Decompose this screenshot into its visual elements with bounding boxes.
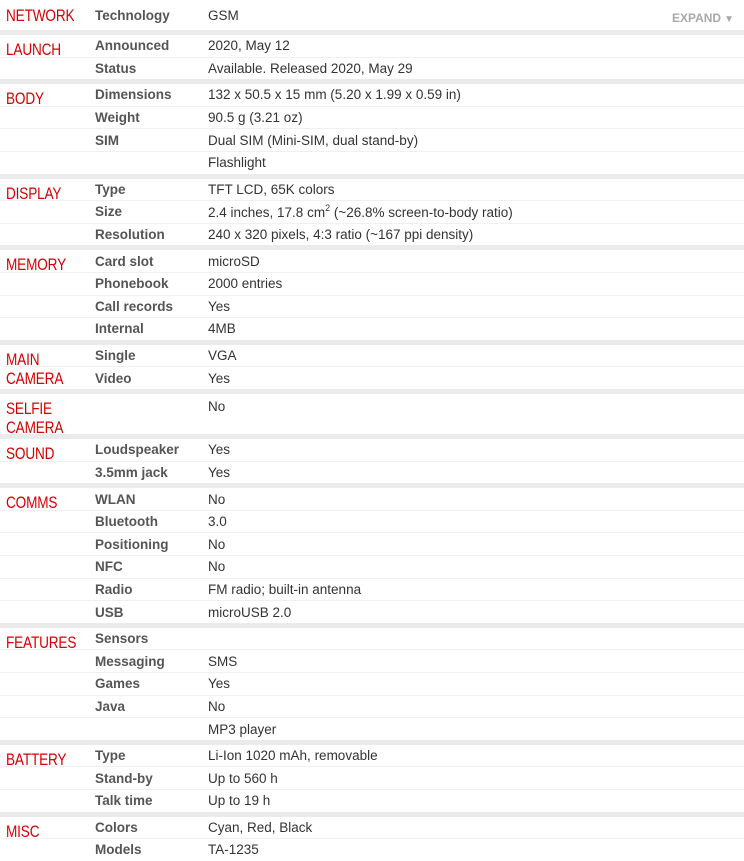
spec-value-text: Flashlight [208,155,266,171]
spec-value [208,399,225,414]
section-category[interactable]: MISC [6,821,40,841]
spec-value [208,676,230,691]
spec-row [0,179,744,202]
spec-value-text: 90.5 g (3.21 oz) [208,110,303,126]
spec-section [0,488,744,628]
spec-value [208,133,418,148]
spec-value [208,87,461,102]
spec-value [208,582,361,597]
spec-label[interactable]: Status [95,60,137,76]
spec-label[interactable]: Single [95,348,136,364]
spec-row [0,129,744,152]
spec-value [208,371,230,386]
spec-value-text: 2.4 inches, 17.8 cm [208,205,326,221]
spec-value [208,442,230,457]
spec-value [208,254,260,269]
spec-row [0,628,744,651]
spec-section [0,0,744,35]
spec-row [0,556,744,579]
spec-value-text: Li-Ion 1020 mAh, removable [208,748,378,764]
spec-row [0,318,744,340]
spec-row [0,250,744,273]
spec-value [208,110,303,125]
spec-label[interactable]: Messaging [95,653,165,669]
spec-value-text: No [208,491,226,507]
spec-value [208,348,237,363]
spec-value-text: No [208,698,226,714]
spec-value-text: TA-1235 [208,842,259,858]
spec-value [208,514,227,529]
spec-row [0,84,744,107]
spec-value [208,722,276,737]
spec-label[interactable]: Call records [95,298,174,314]
spec-value [208,699,225,714]
spec-label[interactable]: Internal [95,321,144,337]
spec-section [0,394,744,439]
spec-value-suffix: (~26.8% screen-to-body ratio) [330,205,513,221]
spec-label[interactable]: Weight [95,110,140,126]
section-category[interactable]: COMMS [6,493,58,513]
spec-label[interactable]: Models [95,842,142,858]
spec-row [0,767,744,790]
section-category[interactable]: MAIN CAMERA [6,349,64,388]
spec-value [208,793,270,808]
spec-value-superscript: 2 [325,203,331,214]
section-category[interactable]: BODY [6,89,44,109]
spec-value [208,61,413,76]
spec-row [0,650,744,673]
spec-value [208,748,378,763]
spec-value-text: Up to 19 h [208,793,271,809]
spec-label[interactable]: SIM [95,132,120,148]
spec-value [208,299,230,314]
spec-value [208,38,290,53]
section-category[interactable]: LAUNCH [6,40,61,59]
spec-value-text: 2020, May 12 [208,38,290,54]
spec-row [0,58,744,80]
spec-value-text: Yes [208,298,231,314]
spec-row [0,790,744,812]
spec-value-text: Yes [208,464,231,480]
spec-section [0,628,744,745]
spec-row [0,718,744,740]
spec-value [208,842,259,857]
spec-row [0,296,744,319]
spec-label[interactable]: Video [95,370,132,386]
section-category[interactable]: FEATURES [6,632,77,652]
triangle-down-icon: ▼ [724,14,734,25]
spec-label[interactable]: Radio [95,581,133,597]
spec-value-text: Cyan, Red, Black [208,819,313,835]
spec-label[interactable]: Positioning [95,536,169,552]
section-category[interactable]: DISPLAY [6,183,62,203]
spec-value [208,771,278,786]
spec-value [208,559,225,574]
spec-label[interactable]: Loudspeaker [95,442,180,458]
spec-value [208,203,513,220]
spec-row [0,394,744,434]
spec-section [0,250,744,344]
spec-row [0,745,744,768]
spec-row [0,696,744,719]
spec-value [208,182,335,197]
spec-label[interactable]: USB [95,604,124,620]
section-category[interactable]: BATTERY [6,749,67,769]
spec-row [0,201,744,224]
spec-label[interactable]: Dimensions [95,87,172,103]
spec-value-text: 240 x 320 pixels, 4:3 ratio (~167 ppi density) [208,227,474,243]
expand-label: EXPAND [671,11,722,25]
spec-value-text: microUSB 2.0 [208,604,292,620]
spec-section [0,745,744,817]
spec-label[interactable]: 3.5mm jack [95,464,168,480]
spec-value-text: No [208,559,226,575]
spec-label[interactable]: Java [95,698,126,714]
spec-row [0,839,744,861]
spec-row [0,673,744,696]
spec-row [0,273,744,296]
spec-value [208,276,282,291]
spec-value-text: FM radio; built-in antenna [208,581,362,597]
spec-section [0,345,744,394]
spec-row [0,511,744,534]
spec-value [208,8,239,23]
spec-value-text: TFT LCD, 65K colors [208,181,335,197]
spec-value [208,465,230,480]
spec-row [0,817,744,840]
spec-value [208,537,225,552]
spec-row [0,152,744,174]
spec-row [0,224,744,246]
spec-value-text: Yes [208,370,231,386]
spec-label[interactable]: Phonebook [95,276,169,292]
spec-value [208,492,225,507]
spec-value [208,654,237,669]
section-category[interactable]: MEMORY [6,255,66,275]
spec-value-text: Yes [208,676,231,692]
spec-label[interactable]: WLAN [95,491,136,507]
spec-label[interactable]: Sensors [95,631,149,647]
spec-label[interactable]: Colors [95,819,138,835]
spec-section [0,817,744,861]
spec-label[interactable]: Announced [95,38,170,54]
spec-value-text: MP3 player [208,721,277,737]
spec-label[interactable]: NFC [95,559,123,575]
spec-label[interactable]: Talk time [95,793,153,809]
spec-value [208,155,266,170]
spec-row [0,0,744,30]
spec-row [0,533,744,556]
spec-value-text: No [208,536,226,552]
spec-label[interactable]: Games [95,676,141,692]
spec-row [0,35,744,58]
spec-value-text: Available. Released 2020, May 29 [208,60,413,76]
spec-section [0,35,744,84]
spec-row [0,107,744,130]
spec-section [0,179,744,251]
spec-row [0,462,744,484]
spec-value [208,321,236,336]
spec-label[interactable]: Type [95,748,126,764]
spec-value-text: 2000 entries [208,276,283,292]
spec-value-text: 132 x 50.5 x 15 mm (5.20 x 1.99 x 0.59 in) [208,87,461,103]
spec-value [208,605,291,620]
spec-value-text: 4MB [208,321,236,337]
spec-label[interactable]: Technology [95,7,170,23]
spec-value [208,227,473,242]
spec-label[interactable]: Size [95,204,123,220]
spec-row [0,367,744,389]
spec-row [0,439,744,462]
spec-label[interactable]: Stand-by [95,770,153,786]
spec-value-text: VGA [208,348,237,364]
section-category[interactable]: SOUND [6,444,55,464]
spec-value-text: No [208,399,226,415]
spec-row [0,579,744,602]
spec-value-text: microSD [208,253,260,269]
spec-value-text: GSM [208,7,239,23]
spec-value-text: 3.0 [208,514,227,530]
section-category[interactable]: SELFIE CAMERA [6,399,64,438]
spec-value-text: Dual SIM (Mini-SIM, dual stand-by) [208,132,419,148]
spec-label[interactable]: Card slot [95,253,154,269]
spec-value [208,820,312,835]
spec-value-text: Yes [208,442,231,458]
section-category[interactable]: NETWORK [6,6,75,25]
spec-value-text: SMS [208,653,238,669]
spec-value-text: Up to 560 h [208,770,278,786]
spec-label[interactable]: Resolution [95,227,165,243]
spec-section [0,439,744,488]
spec-label[interactable]: Type [95,181,126,197]
spec-row [0,488,744,511]
spec-section [0,84,744,178]
spec-row [0,345,744,368]
spec-label[interactable]: Bluetooth [95,514,158,530]
spec-row [0,601,744,623]
